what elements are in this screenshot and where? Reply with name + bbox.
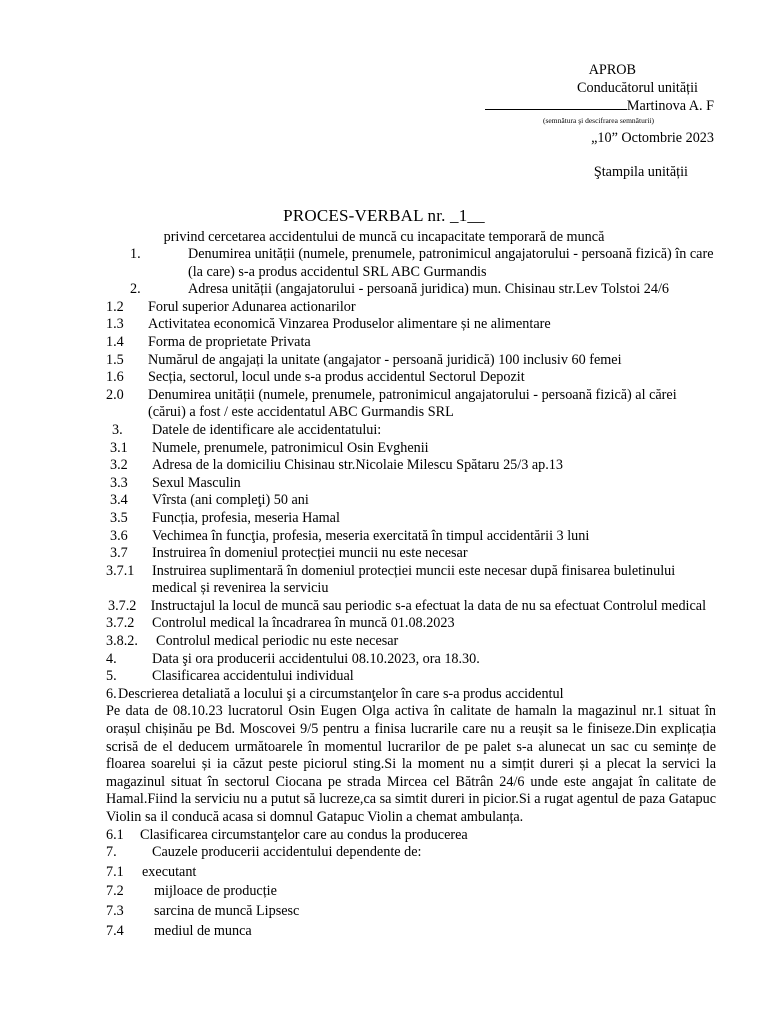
stamp-label: Ştampila unității <box>593 164 688 181</box>
item-number: 2.0 <box>106 386 124 403</box>
item-number: 3.8.2. <box>106 633 138 650</box>
item-text: Numărul de angajați la unitate (angajator - persoană juridică) 100 inclusiv 60 femei <box>148 351 622 368</box>
item-number: 5. <box>106 668 117 685</box>
item-text: Clasificarea circumstanţelor care au condus la producerea <box>140 826 468 843</box>
list-item <box>110 475 716 493</box>
item-text: Data şi ora producerii accidentului 08.10.2023, ora 18.30. <box>152 650 480 667</box>
approval-role: Conducătorul unității <box>577 79 698 96</box>
list-item <box>106 903 716 921</box>
list-item <box>106 883 716 901</box>
list-item <box>130 281 716 299</box>
list-item <box>106 352 716 370</box>
list-item <box>106 387 716 422</box>
list-item <box>106 923 716 941</box>
item-number: 2. <box>130 281 141 298</box>
list-item <box>110 510 716 528</box>
item-text: Adresa de la domiciliu Chisinau str.Nicolaie Milescu Spătaru 25/3 ap.13 <box>152 457 563 474</box>
item-number: 3.3 <box>110 474 128 491</box>
document-subtitle: privind cercetarea accidentului de muncă cu incapacitate temporară de muncă <box>163 229 605 245</box>
item-number: 7.4 <box>106 922 124 939</box>
item-number: 3.4 <box>110 492 128 509</box>
item-text: Descrierea detaliată a locului şi a circumstanţelor în care s-a produs accidentul <box>118 685 564 702</box>
document-body <box>106 246 716 940</box>
list-item <box>110 545 716 563</box>
approval-title: APROB <box>588 62 636 78</box>
item-text: Denumirea unității (numele, prenumele, patronimicul angajatorului - persoană fizică) în care (la care) s-a produs accidentul SRL ABC Gurmandis <box>188 246 714 280</box>
item-text: executant <box>142 863 197 880</box>
item-text: Sexul Masculin <box>152 474 241 491</box>
item-text: Secția, sectorul, locul unde s-a produs accidentul Sectorul Depozit <box>148 369 525 386</box>
item-number: 3.1 <box>110 439 128 456</box>
item-text: Controlul medical la încadrarea în muncă 01.08.2023 <box>152 615 455 632</box>
list-item <box>112 422 716 440</box>
list-item <box>130 246 716 281</box>
item-text: Numele, prenumele, patronimicul Osin Evghenii <box>152 439 429 456</box>
approval-name: Martinova A. F <box>626 98 714 115</box>
list-item <box>106 299 716 317</box>
item-text: Funcția, profesia, meseria Hamal <box>152 509 340 526</box>
list-item <box>106 651 716 669</box>
signature-underline <box>485 97 627 110</box>
list-item <box>106 615 716 633</box>
list-item <box>106 844 716 862</box>
item-number: 1.5 <box>106 351 124 368</box>
item-number: 3.7.2 <box>106 615 135 632</box>
item-text: mijloace de producție <box>154 883 277 900</box>
list-item <box>106 864 716 882</box>
list-item <box>106 686 716 704</box>
approval-date: „10” Octombrie 2023 <box>591 129 714 146</box>
item-text: Activitatea economică Vinzarea Produselor alimentare și ne alimentare <box>148 316 551 333</box>
item-number: 1. <box>130 246 141 262</box>
list-item <box>106 633 716 651</box>
signature-note: (semnătura şi descifrarea semnăturii) <box>543 115 654 125</box>
list-item <box>106 827 716 845</box>
item-number: 3. <box>112 421 123 438</box>
list-item <box>106 369 716 387</box>
item-number: 4. <box>106 650 117 667</box>
item-number: 7.1 <box>106 863 124 880</box>
item-text: Denumirea unității (numele, prenumele, patronimicul angajatorului - persoană fizică) al cărei (cărui) a fost / este accidentatul ABC Gurmandis SRL <box>148 386 677 421</box>
list-item <box>106 563 716 598</box>
document-title: PROCES-VERBAL nr. _1__ <box>283 206 485 225</box>
item-number: 1.3 <box>106 316 124 333</box>
item-text: Instruirea în domeniul protecției muncii nu este necesar <box>152 545 468 562</box>
item-text: Clasificarea accidentului individual <box>152 668 354 685</box>
list-item <box>110 492 716 510</box>
list-item <box>106 334 716 352</box>
item-text: mediul de munca <box>154 922 252 939</box>
accident-description: Pe data de 08.10.23 lucratorul Osin Eugen Olga activa în calitate de hamaln la magazinul nr.1 situat în orașul chișinău pe Bd. Moscovei 9/5 pentru a finisa lucrarile care nu a reușit sa le finiseze.Din explicația scrisă de el deducem următoarele în momentul lucrarilor de pe palet s-a alunecat un sac cu semințe de floarea soarelui și ia căzut peste piciorul sting.Si la moment nu a simțit dureri și a plecat la servici la magazinul situat în sectorul Ciocana pe strada Mircea cel Bătrân 24/6 unde este angajat în calitate de Hamal.Fiind la serviciu nu a putut să lucreze,ca sa simtit dureri in picior.Si a rugat agentul de paza Gatapuc Violin sa il conducă acasa si domnul Gatapuc Violin a chemat ambulanța. <box>106 703 716 825</box>
item-number: 7.2 <box>106 883 124 900</box>
list-item <box>106 668 716 686</box>
item-number: 6. <box>106 685 117 702</box>
item-number: 6.1 <box>106 826 124 843</box>
item-text: sarcina de muncă Lipsesc <box>154 902 300 919</box>
item-number: 3.6 <box>110 527 128 544</box>
approval-signature-line <box>414 97 714 116</box>
item-text: Datele de identificare ale accidentatului: <box>152 421 382 438</box>
item-text: Controlul medical periodic nu este necesar <box>156 633 399 650</box>
item-number: 3.5 <box>110 509 128 526</box>
list-item <box>108 598 716 616</box>
item-number: 1.6 <box>106 369 124 386</box>
item-number: 3.2 <box>110 457 128 474</box>
list-item <box>106 316 716 334</box>
list-item <box>110 528 716 546</box>
item-number: 3.7.1 <box>106 562 135 579</box>
item-text: Instructajul la locul de muncă sau periodic s-a efectuat la data de nu sa efectuat Controlul medical <box>150 597 707 614</box>
item-number: 7.3 <box>106 902 124 919</box>
list-item <box>110 457 716 475</box>
item-text: Vîrsta (ani compleţi) 50 ani <box>152 492 309 509</box>
item-number: 3.7.2 <box>108 597 137 614</box>
item-text: Vechimea în funcţia, profesia, meseria exercitată în timpul accidentării 3 luni <box>152 527 590 544</box>
item-text: Forul superior Adunarea actionarilor <box>148 298 356 315</box>
item-text: Cauzele producerii accidentului dependente de: <box>152 844 422 861</box>
item-text: Forma de proprietate Privata <box>148 333 311 350</box>
item-number: 1.2 <box>106 298 124 315</box>
item-number: 3.7 <box>110 545 128 562</box>
list-item <box>110 440 716 458</box>
item-text: Adresa unității (angajatorului - persoană juridica) mun. Chisinau str.Lev Tolstoi 24/6 <box>188 281 670 298</box>
item-number: 1.4 <box>106 333 124 350</box>
approval-block <box>414 62 714 182</box>
item-text: Instruirea suplimentară în domeniul protecției muncii este necesar după finisarea buletinului medical și revenirea la serviciu <box>152 562 676 597</box>
item-number: 7. <box>106 844 117 861</box>
